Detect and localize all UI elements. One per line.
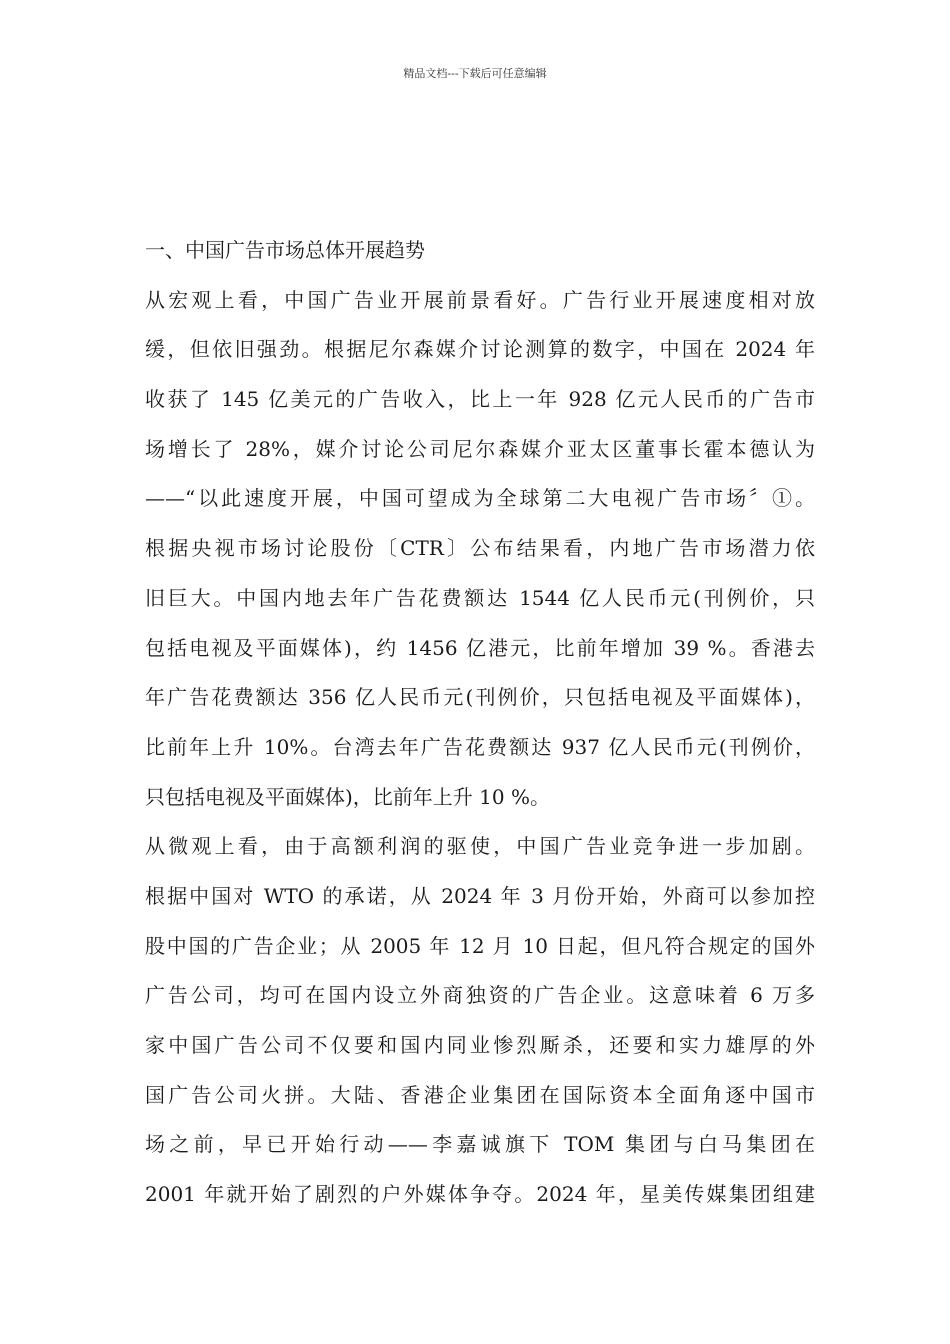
- text-line: 年广告花费额达 356 亿人民币元(刊例价，只包括电视及平面媒体)，: [145, 685, 815, 710]
- text-line: 缓，但依旧强劲。根据尼尔森媒介讨论测算的数字，中国在 2024 年: [145, 337, 815, 362]
- text-line: ——“以此速度开展，中国可望成为全球第二大电视广告市场〞①。: [145, 486, 815, 511]
- document-body: [145, 236, 815, 1230]
- page-header-watermark: 精品文档---下载后可任意编辑: [403, 67, 547, 80]
- text-line: 家中国广告公司不仅要和国内同业惨烈厮杀，还要和实力雄厚的外: [145, 1033, 815, 1057]
- text-line: 只包括电视及平面媒体)，比前年上升 10 %。: [145, 784, 550, 809]
- text-line: 从宏观上看，中国广告业开展前景看好。广告行业开展速度相对放: [145, 287, 815, 312]
- text-line: 根据中国对 WTO 的承诺，从 2024 年 3 月份开始，外商可以参加控: [145, 883, 815, 908]
- text-line: 场增长了 28%，媒介讨论公司尼尔森媒介亚太区董事长霍本德认为: [145, 436, 815, 461]
- text-line: 国广告公司火拼。大陆、香港企业集团在国际资本全面角逐中国市: [145, 1082, 815, 1107]
- text-line: 收获了 145 亿美元的广告收入，比上一年 928 亿元人民币的广告市: [145, 387, 815, 412]
- text-line: 比前年上升 10%。台湾去年广告花费额达 937 亿人民币元(刊例价，: [145, 734, 815, 759]
- text-line: 股中国的广告企业；从 2005 年 12 月 10 日起，但凡符合规定的国外: [145, 933, 815, 958]
- text-line: 包括电视及平面媒体)，约 1456 亿港元，比前年增加 39 %。香港去: [145, 635, 815, 660]
- text-line: 根据央视市场讨论股份〔CTR〕公布结果看，内地广告市场潜力依: [145, 536, 815, 561]
- text-line: 从微观上看，由于高额利润的驱使，中国广告业竞争进一步加剧。: [145, 834, 815, 859]
- text-line: 场之前，早已开始行动——李嘉诚旗下 TOM 集团与白马集团在: [145, 1132, 815, 1157]
- text-line: 广告公司，均可在国内设立外商独资的广告企业。这意味着 6 万多: [145, 983, 815, 1008]
- text-line: 2001 年就开始了剧烈的户外媒体争夺。2024 年，星美传媒集团组建: [145, 1182, 815, 1207]
- section-heading: 一、中国广告市场总体开展趋势: [145, 238, 425, 262]
- text-line: 旧巨大。中国内地去年广告花费额达 1544 亿人民币元(刊例价，只: [145, 585, 815, 610]
